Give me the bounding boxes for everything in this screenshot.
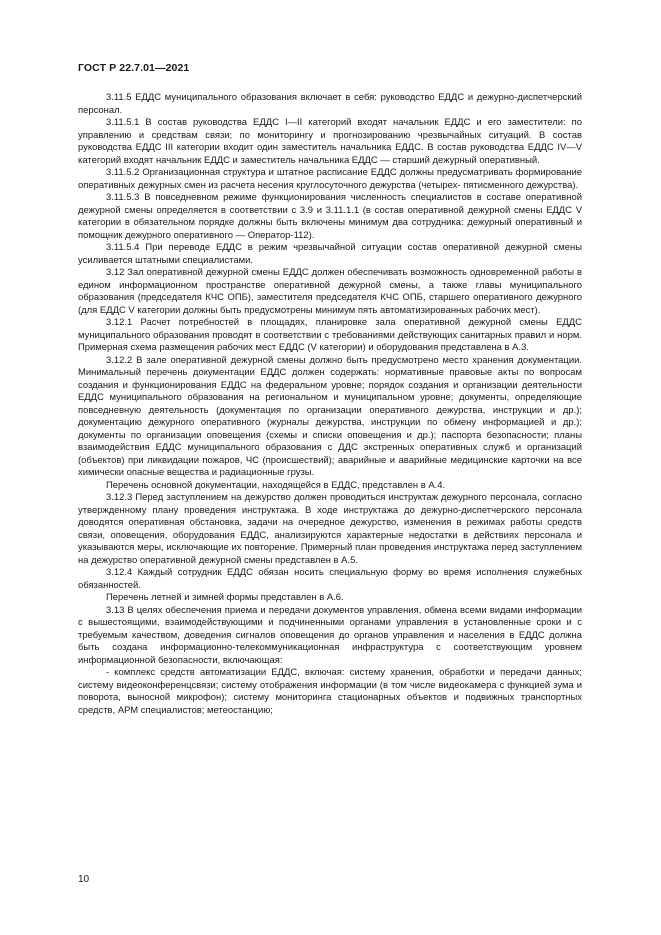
paragraph-3-11-5-3: 3.11.5.3 В повседневном режиме функционирования численность специалистов в составе оперативной дежурной смены определяется в соответствии с 3.9 и 3.11.1.1 (в состав оперативной дежурной смены ЕДДС V категории в обязательном порядке должны быть включены минимум два сотрудника: дежурный оперативный и помощник дежурного оперативного — Оператор-112). <box>78 192 582 241</box>
document-code-header: ГОСТ Р 22.7.01—2021 <box>78 62 190 74</box>
paragraph-3-12-4: 3.12.4 Каждый сотрудник ЕДДС обязан носить специальную форму во время исполнения служебных обязанностей. <box>78 567 582 591</box>
paragraph-3-12-2: 3.12.2 В зале оперативной дежурной смены должно быть предусмотрено место хранения документации. Минимальный перечень документации ЕДДС должен содержать: нормативные правовые акты по вопросам создания и функционирования ЕДДС на федеральном уровне; порядок создания и организации деятельности ЕДДС муниципального образования на региональном и муниципальном уровне; документы, определяющие повседневную деятельность (документация по организации оперативного дежурства, инструкции и др.); документацию дежурного оперативного (журналы дежурства, инструкции по обмену информацией и др.); документы по организации оповещения (схемы и списки оповещения и др.); паспорта безопасности; планы взаимодействия ЕДДС муниципального образования с ДДС экстренных оперативных служб и организаций (объектов) при ликвидации пожаров, ЧС (происшествий); аварийные и аварийные медицинские карточки на все химически опасные вещества и радиационные грузы. <box>78 354 582 478</box>
paragraph-3-12-3: 3.12.3 Перед заступлением на дежурство должен проводиться инструктаж дежурного персонала, согласно утвержденному плану проведения инструктажа. В ходе инструктажа до дежурно-диспетчерского персонала доводятся оперативная обстановка, задачи на очередное дежурство, изменения в режимах работы средств связи, оповещения, оборудования ЕДДС, анализируются характерные недостатки в действиях персонала и указываются меры, исключающие их повторение. Примерный план проведения инструктажа перед заступлением на дежурство оперативной дежурной смены представлен в А.5. <box>78 492 582 566</box>
paragraph-3-11-5: 3.11.5 ЕДДС муниципального образования включает в себя: руководство ЕДДС и дежурно-диспетчерский персонал. <box>78 92 582 116</box>
paragraph-3-12-1: 3.12.1 Расчет потребностей в площадях, планировке зала оперативной дежурной смены ЕДДС муниципального образования проводят в соответствии с требованиями действующих санитарных правил и норм. Примерная схема размещения рабочих мест ЕДДС (V категории) и оборудования представлена в А.3. <box>78 317 582 353</box>
paragraph-3-11-5-4: 3.11.5.4 При переводе ЕДДС в режим чрезвычайной ситуации состав оперативной дежурной смены усиливается штатными специалистами. <box>78 242 582 266</box>
paragraph-3-13: 3.13 В целях обеспечения приема и передачи документов управления, обмена всеми видами информации с вышестоящими, взаимодействующими и подчиненными органами управления в установленные сроки и с требуемым качеством, доведения сигналов оповещения до органов управления и населения в ЕДДС должна быть создана информационно-телекоммуникационная инфраструктура с соответствующим уровнем информационной безопасности, включающая: <box>78 604 582 666</box>
paragraph-3-11-5-1: 3.11.5.1 В состав руководства ЕДДС I—II категорий входят начальник ЕДДС и его заместители: по управлению и средствам связи; по мониторингу и прогнозированию чрезвычайных ситуаций. В состав руководства ЕДДС III категории входит один заместитель начальника ЕДДС. В состав руководства ЕДДС IV—V категорий входят начальник ЕДДС и заместитель начальника ЕДДС — старший дежурный оперативный. <box>78 117 582 166</box>
paragraph-3-11-5-2: 3.11.5.2 Организационная структура и штатное расписание ЕДДС должны предусматривать формирование оперативных дежурных смен из расчета несения круглосуточного дежурства (четырех- пятисменного дежурства). <box>78 167 582 191</box>
paragraph-uniform-list: Перечень летней и зимней формы представлен в А.6. <box>106 592 344 603</box>
paragraph-documentation-list: Перечень основной документации, находящейся в ЕДДС, представлен в А.4. <box>106 479 446 491</box>
document-body <box>78 92 582 717</box>
page-number: 10 <box>78 874 90 885</box>
list-item-automation-complex: - комплекс средств автоматизации ЕДДС, включая: систему хранения, обработки и передачи данных; систему видеоконференцсвязи; систему отображения информации (в том числе видеокамера с функцией зума и поворота, выносной микрофон); систему мониторинга стационарных объектов и подвижных транспортных средств, АРМ специалистов; метеостанцию; <box>78 667 582 716</box>
paragraph-3-12: 3.12 Зал оперативной дежурной смены ЕДДС должен обеспечивать возможность одновременной работы в едином информационном пространстве оперативной дежурной смены, а также главы муниципального образования (председателя КЧС ОПБ), заместителя председателя КЧС ОПБ, старшего оперативного дежурного (для ЕДДС V категории должны быть предусмотрены минимум пять автоматизированных рабочих мест). <box>78 267 582 316</box>
